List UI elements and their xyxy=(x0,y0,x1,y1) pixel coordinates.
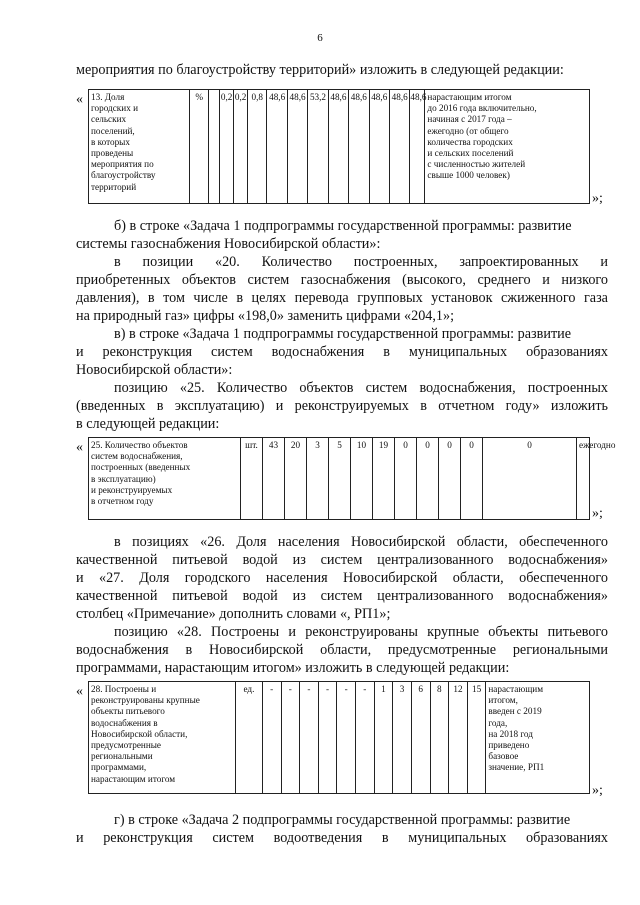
table13-indicator-name: 13. Доля городских и сельских поселений, в которых проведены мероприятия по благоустройству территорий xyxy=(89,90,190,204)
table13-unit: % xyxy=(190,90,209,204)
table28-value: - xyxy=(300,682,319,794)
table13-value: 48,6 xyxy=(328,90,348,204)
table25-value: 0 xyxy=(395,438,417,520)
para-p-line: (введенных в эксплуатацию) и реконструируемых в отчетном году» изложить xyxy=(76,398,608,414)
para-v-line: в) в строке «Задача 1 подпрограммы государственной программы: развитие xyxy=(114,326,572,342)
table28-value: 1 xyxy=(374,682,393,794)
table13-value: 0,2 xyxy=(234,90,248,204)
para-b-line: б) в строке «Задача 1 подпрограммы государственной программы: развитие xyxy=(114,218,572,234)
table25-value: 0 xyxy=(461,438,483,520)
table28-indicator-name: 28. Построены и реконструированы крупные объекты питьевого водоснабжения в Новосибирской области, предусмотренные региональными программами, нарастающим итогом xyxy=(89,682,236,794)
table13-value: 0,8 xyxy=(248,90,267,204)
table28-value: - xyxy=(337,682,356,794)
para-c-line: в позициях «26. Доля населения Новосибирской области, обеспеченного xyxy=(114,534,608,550)
para-d-line: программами, нарастающим итогом» изложить в следующей редакции: xyxy=(76,660,510,676)
table25-open-quote: « xyxy=(76,440,83,455)
para-d-line: водоснабжения в Новосибирской области, предусмотренные региональными xyxy=(76,642,608,658)
table28-value: - xyxy=(318,682,337,794)
table-row-28 xyxy=(88,681,590,794)
table25-value: 0 xyxy=(439,438,461,520)
table25-value: 19 xyxy=(373,438,395,520)
table25-close-quote: »; xyxy=(592,506,603,521)
table28-value: - xyxy=(262,682,281,794)
para-b-line: на природный газ» цифры «198,0» заменить цифрами «204,1»; xyxy=(76,308,455,324)
table25-value: 43 xyxy=(263,438,285,520)
para-v-line: и реконструкция систем водоснабжения в муниципальных образованиях xyxy=(76,344,608,360)
table28-unit: ед. xyxy=(235,682,262,794)
table13-value: 53,2 xyxy=(308,90,328,204)
table25-value: 20 xyxy=(285,438,307,520)
para-d-line: позицию «28. Построены и реконструированы крупные объекты питьевого xyxy=(114,624,608,640)
table28-open-quote: « xyxy=(76,684,83,699)
table25-note: ежегодно xyxy=(577,438,590,520)
table25-value: 10 xyxy=(351,438,373,520)
para-c-line: качественной питьевой водой из систем централизованного водоснабжения» xyxy=(76,588,608,604)
table25-value: 5 xyxy=(329,438,351,520)
table28-value: 12 xyxy=(449,682,468,794)
para-b-line: приобретенных объектов систем газоснабжения (высокого, среднего и низкого xyxy=(76,272,608,288)
table28-value: 15 xyxy=(467,682,486,794)
table13-value: 48,6 xyxy=(410,90,425,204)
table13-note: нарастающим итогом до 2016 года включительно, начиная с 2017 года – ежегодно (от общего количества городских и сельских поселений с численностью жителей свыше 1000 человек) xyxy=(425,90,590,204)
para-v-line: Новосибирской области»: xyxy=(76,362,233,378)
para-b-line: системы газоснабжения Новосибирской области»: xyxy=(76,236,381,252)
table28-value: - xyxy=(281,682,300,794)
para-b-line: давления), в том числе в целях перевода групповых установок сжиженного газа xyxy=(76,290,608,306)
para-b-line: в позиции «20. Количество построенных, запроектированных и xyxy=(114,254,608,270)
table25-unit: шт. xyxy=(241,438,263,520)
table13-value: 0,2 xyxy=(220,90,234,204)
table28-value: 8 xyxy=(430,682,449,794)
table28-value: - xyxy=(356,682,375,794)
table13-close-quote: »; xyxy=(592,191,603,206)
table28-note: нарастающим итогом, введен с 2019 года, на 2018 год приведено базовое значение, РП1 xyxy=(486,682,590,794)
table13-open-quote: « xyxy=(76,92,83,107)
table13-empty xyxy=(209,90,220,204)
table25-value: 3 xyxy=(307,438,329,520)
para-c-line: качественной питьевой водой из систем централизованного водоснабжения» xyxy=(76,552,608,568)
para-g-line: и реконструкция систем водоотведения в муниципальных образованиях xyxy=(76,830,608,846)
intro-line: мероприятия по благоустройству территорий» изложить в следующей редакции: xyxy=(76,62,564,78)
para-p-line: позицию «25. Количество объектов систем водоснабжения, построенных xyxy=(114,380,608,396)
table28-value: 6 xyxy=(411,682,430,794)
table28-close-quote: »; xyxy=(592,783,603,798)
table13-value: 48,6 xyxy=(267,90,287,204)
table-row-13 xyxy=(88,89,590,204)
table13-value: 48,6 xyxy=(287,90,307,204)
table-row-25 xyxy=(88,437,616,520)
para-g-line: г) в строке «Задача 2 подпрограммы государственной программы: развитие xyxy=(114,812,571,828)
table13-value: 48,6 xyxy=(369,90,389,204)
para-p-line: в следующей редакции: xyxy=(76,416,220,432)
table25-indicator-name: 25. Количество объектов систем водоснабжения, построенных (введенных в эксплуатацию) и реконструируемых в отчетном году xyxy=(89,438,241,520)
table13-value: 48,6 xyxy=(349,90,369,204)
table13-value: 48,6 xyxy=(389,90,409,204)
table28-value: 3 xyxy=(393,682,412,794)
table25-value: 0 xyxy=(483,438,577,520)
para-c-line: столбец «Примечание» дополнить словами «, РП1»; xyxy=(76,606,391,622)
table25-value: 0 xyxy=(417,438,439,520)
para-c-line: и «27. Доля городского населения Новосибирской области, обеспеченного xyxy=(76,570,608,586)
page-number: 6 xyxy=(317,32,323,44)
